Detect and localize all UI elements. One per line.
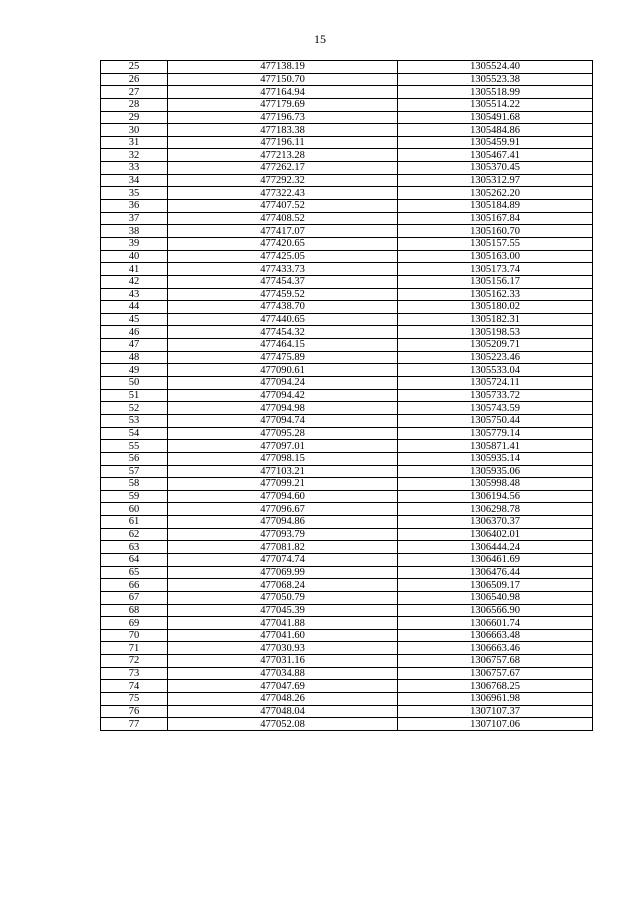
y-coordinate-cell: 1306601.74 <box>398 617 593 630</box>
point-number-cell: 49 <box>101 364 168 377</box>
table-row <box>101 579 593 592</box>
x-coordinate-cell: 477081.82 <box>168 541 398 554</box>
x-coordinate-cell: 477030.93 <box>168 642 398 655</box>
y-coordinate-cell: 1306509.17 <box>398 579 593 592</box>
y-coordinate-cell: 1305518.99 <box>398 86 593 99</box>
point-number-cell: 33 <box>101 162 168 175</box>
x-coordinate-cell: 477179.69 <box>168 98 398 111</box>
x-coordinate-cell: 477047.69 <box>168 680 398 693</box>
y-coordinate-cell: 1306444.24 <box>398 541 593 554</box>
point-number-cell: 72 <box>101 655 168 668</box>
y-coordinate-cell: 1305724.11 <box>398 377 593 390</box>
y-coordinate-cell: 1306476.44 <box>398 566 593 579</box>
table-row <box>101 98 593 111</box>
point-number-cell: 66 <box>101 579 168 592</box>
y-coordinate-cell: 1306461.69 <box>398 553 593 566</box>
y-coordinate-cell: 1305998.48 <box>398 478 593 491</box>
table-row <box>101 705 593 718</box>
coordinates-table-body <box>101 61 593 731</box>
point-number-cell: 61 <box>101 516 168 529</box>
y-coordinate-cell: 1305198.53 <box>398 326 593 339</box>
x-coordinate-cell: 477034.88 <box>168 667 398 680</box>
point-number-cell: 27 <box>101 86 168 99</box>
x-coordinate-cell: 477420.65 <box>168 237 398 250</box>
point-number-cell: 60 <box>101 503 168 516</box>
point-number-cell: 45 <box>101 313 168 326</box>
x-coordinate-cell: 477074.74 <box>168 553 398 566</box>
x-coordinate-cell: 477094.60 <box>168 490 398 503</box>
x-coordinate-cell: 477099.21 <box>168 478 398 491</box>
y-coordinate-cell: 1306961.98 <box>398 693 593 706</box>
x-coordinate-cell: 477094.24 <box>168 377 398 390</box>
y-coordinate-cell: 1305156.17 <box>398 275 593 288</box>
table-row <box>101 655 593 668</box>
table-row <box>101 503 593 516</box>
y-coordinate-cell: 1305157.55 <box>398 237 593 250</box>
x-coordinate-cell: 477196.11 <box>168 136 398 149</box>
x-coordinate-cell: 477292.32 <box>168 174 398 187</box>
point-number-cell: 47 <box>101 339 168 352</box>
table-row <box>101 553 593 566</box>
x-coordinate-cell: 477322.43 <box>168 187 398 200</box>
y-coordinate-cell: 1305743.59 <box>398 402 593 415</box>
point-number-cell: 32 <box>101 149 168 162</box>
y-coordinate-cell: 1305182.31 <box>398 313 593 326</box>
x-coordinate-cell: 477164.94 <box>168 86 398 99</box>
x-coordinate-cell: 477454.32 <box>168 326 398 339</box>
y-coordinate-cell: 1305167.84 <box>398 212 593 225</box>
point-number-cell: 52 <box>101 402 168 415</box>
x-coordinate-cell: 477417.07 <box>168 225 398 238</box>
y-coordinate-cell: 1305262.20 <box>398 187 593 200</box>
point-number-cell: 37 <box>101 212 168 225</box>
table-row <box>101 136 593 149</box>
point-number-cell: 46 <box>101 326 168 339</box>
point-number-cell: 54 <box>101 427 168 440</box>
point-number-cell: 51 <box>101 389 168 402</box>
x-coordinate-cell: 477438.70 <box>168 301 398 314</box>
y-coordinate-cell: 1305514.22 <box>398 98 593 111</box>
y-coordinate-cell: 1306298.78 <box>398 503 593 516</box>
table-row <box>101 212 593 225</box>
y-coordinate-cell: 1305162.33 <box>398 288 593 301</box>
point-number-cell: 44 <box>101 301 168 314</box>
point-number-cell: 53 <box>101 414 168 427</box>
table-row <box>101 478 593 491</box>
x-coordinate-cell: 477440.65 <box>168 313 398 326</box>
table-row <box>101 693 593 706</box>
y-coordinate-cell: 1305533.04 <box>398 364 593 377</box>
table-row <box>101 516 593 529</box>
y-coordinate-cell: 1305370.45 <box>398 162 593 175</box>
point-number-cell: 25 <box>101 61 168 74</box>
point-number-cell: 28 <box>101 98 168 111</box>
table-row <box>101 351 593 364</box>
x-coordinate-cell: 477050.79 <box>168 591 398 604</box>
x-coordinate-cell: 477196.73 <box>168 111 398 124</box>
point-number-cell: 55 <box>101 440 168 453</box>
table-row <box>101 617 593 630</box>
point-number-cell: 76 <box>101 705 168 718</box>
y-coordinate-cell: 1306757.68 <box>398 655 593 668</box>
point-number-cell: 67 <box>101 591 168 604</box>
x-coordinate-cell: 477150.70 <box>168 73 398 86</box>
point-number-cell: 62 <box>101 528 168 541</box>
point-number-cell: 39 <box>101 237 168 250</box>
y-coordinate-cell: 1305935.06 <box>398 465 593 478</box>
x-coordinate-cell: 477045.39 <box>168 604 398 617</box>
y-coordinate-cell: 1305223.46 <box>398 351 593 364</box>
table-row <box>101 364 593 377</box>
y-coordinate-cell: 1306566.90 <box>398 604 593 617</box>
x-coordinate-cell: 477098.15 <box>168 452 398 465</box>
x-coordinate-cell: 477094.74 <box>168 414 398 427</box>
point-number-cell: 75 <box>101 693 168 706</box>
table-row <box>101 237 593 250</box>
point-number-cell: 42 <box>101 275 168 288</box>
point-number-cell: 29 <box>101 111 168 124</box>
point-number-cell: 57 <box>101 465 168 478</box>
table-row <box>101 73 593 86</box>
point-number-cell: 56 <box>101 452 168 465</box>
point-number-cell: 69 <box>101 617 168 630</box>
y-coordinate-cell: 1306663.48 <box>398 629 593 642</box>
point-number-cell: 50 <box>101 377 168 390</box>
y-coordinate-cell: 1306194.56 <box>398 490 593 503</box>
point-number-cell: 73 <box>101 667 168 680</box>
point-number-cell: 71 <box>101 642 168 655</box>
point-number-cell: 74 <box>101 680 168 693</box>
table-row <box>101 263 593 276</box>
y-coordinate-cell: 1305733.72 <box>398 389 593 402</box>
x-coordinate-cell: 477094.98 <box>168 402 398 415</box>
x-coordinate-cell: 477052.08 <box>168 718 398 731</box>
table-row <box>101 528 593 541</box>
x-coordinate-cell: 477138.19 <box>168 61 398 74</box>
table-row <box>101 440 593 453</box>
y-coordinate-cell: 1307107.37 <box>398 705 593 718</box>
y-coordinate-cell: 1306402.01 <box>398 528 593 541</box>
x-coordinate-cell: 477103.21 <box>168 465 398 478</box>
table-row <box>101 61 593 74</box>
table-row <box>101 187 593 200</box>
point-number-cell: 41 <box>101 263 168 276</box>
table-row <box>101 490 593 503</box>
point-number-cell: 64 <box>101 553 168 566</box>
table-row <box>101 250 593 263</box>
point-number-cell: 26 <box>101 73 168 86</box>
x-coordinate-cell: 477459.52 <box>168 288 398 301</box>
x-coordinate-cell: 477097.01 <box>168 440 398 453</box>
point-number-cell: 63 <box>101 541 168 554</box>
coordinates-table <box>100 60 593 731</box>
table-row <box>101 326 593 339</box>
x-coordinate-cell: 477408.52 <box>168 212 398 225</box>
point-number-cell: 35 <box>101 187 168 200</box>
x-coordinate-cell: 477048.26 <box>168 693 398 706</box>
table-row <box>101 149 593 162</box>
x-coordinate-cell: 477090.61 <box>168 364 398 377</box>
y-coordinate-cell: 1305467.41 <box>398 149 593 162</box>
table-row <box>101 200 593 213</box>
y-coordinate-cell: 1305312.97 <box>398 174 593 187</box>
point-number-cell: 38 <box>101 225 168 238</box>
table-row <box>101 604 593 617</box>
table-row <box>101 629 593 642</box>
table-row <box>101 402 593 415</box>
point-number-cell: 77 <box>101 718 168 731</box>
y-coordinate-cell: 1305484.86 <box>398 124 593 137</box>
x-coordinate-cell: 477094.42 <box>168 389 398 402</box>
x-coordinate-cell: 477407.52 <box>168 200 398 213</box>
point-number-cell: 65 <box>101 566 168 579</box>
table-row <box>101 162 593 175</box>
y-coordinate-cell: 1305163.00 <box>398 250 593 263</box>
y-coordinate-cell: 1305173.74 <box>398 263 593 276</box>
table-row <box>101 124 593 137</box>
point-number-cell: 59 <box>101 490 168 503</box>
table-row <box>101 389 593 402</box>
table-row <box>101 225 593 238</box>
point-number-cell: 31 <box>101 136 168 149</box>
table-row <box>101 718 593 731</box>
table-row <box>101 86 593 99</box>
y-coordinate-cell: 1305750.44 <box>398 414 593 427</box>
table-row <box>101 174 593 187</box>
x-coordinate-cell: 477425.05 <box>168 250 398 263</box>
x-coordinate-cell: 477213.28 <box>168 149 398 162</box>
point-number-cell: 48 <box>101 351 168 364</box>
point-number-cell: 34 <box>101 174 168 187</box>
y-coordinate-cell: 1305491.68 <box>398 111 593 124</box>
y-coordinate-cell: 1307107.06 <box>398 718 593 731</box>
x-coordinate-cell: 477031.16 <box>168 655 398 668</box>
table-row <box>101 313 593 326</box>
y-coordinate-cell: 1306663.46 <box>398 642 593 655</box>
table-row <box>101 301 593 314</box>
y-coordinate-cell: 1306757.67 <box>398 667 593 680</box>
x-coordinate-cell: 477096.67 <box>168 503 398 516</box>
point-number-cell: 36 <box>101 200 168 213</box>
x-coordinate-cell: 477464.15 <box>168 339 398 352</box>
x-coordinate-cell: 477041.60 <box>168 629 398 642</box>
x-coordinate-cell: 477183.38 <box>168 124 398 137</box>
x-coordinate-cell: 477093.79 <box>168 528 398 541</box>
y-coordinate-cell: 1305524.40 <box>398 61 593 74</box>
table-row <box>101 452 593 465</box>
x-coordinate-cell: 477069.99 <box>168 566 398 579</box>
table-row <box>101 275 593 288</box>
page-number: 15 <box>314 32 326 46</box>
table-row <box>101 427 593 440</box>
point-number-cell: 58 <box>101 478 168 491</box>
x-coordinate-cell: 477041.88 <box>168 617 398 630</box>
y-coordinate-cell: 1306540.98 <box>398 591 593 604</box>
y-coordinate-cell: 1305935.14 <box>398 452 593 465</box>
x-coordinate-cell: 477094.86 <box>168 516 398 529</box>
x-coordinate-cell: 477095.28 <box>168 427 398 440</box>
point-number-cell: 30 <box>101 124 168 137</box>
y-coordinate-cell: 1306768.25 <box>398 680 593 693</box>
table-row <box>101 680 593 693</box>
point-number-cell: 40 <box>101 250 168 263</box>
table-row <box>101 288 593 301</box>
point-number-cell: 43 <box>101 288 168 301</box>
y-coordinate-cell: 1305523.38 <box>398 73 593 86</box>
point-number-cell: 68 <box>101 604 168 617</box>
table-row <box>101 465 593 478</box>
table-row <box>101 591 593 604</box>
table-row <box>101 566 593 579</box>
y-coordinate-cell: 1305871.41 <box>398 440 593 453</box>
y-coordinate-cell: 1305160.70 <box>398 225 593 238</box>
table-row <box>101 667 593 680</box>
x-coordinate-cell: 477475.89 <box>168 351 398 364</box>
point-number-cell: 70 <box>101 629 168 642</box>
y-coordinate-cell: 1305779.14 <box>398 427 593 440</box>
table-row <box>101 541 593 554</box>
table-row <box>101 377 593 390</box>
x-coordinate-cell: 477048.04 <box>168 705 398 718</box>
y-coordinate-cell: 1305459.91 <box>398 136 593 149</box>
y-coordinate-cell: 1306370.37 <box>398 516 593 529</box>
y-coordinate-cell: 1305180.02 <box>398 301 593 314</box>
x-coordinate-cell: 477262.17 <box>168 162 398 175</box>
table-row <box>101 642 593 655</box>
x-coordinate-cell: 477433.73 <box>168 263 398 276</box>
x-coordinate-cell: 477068.24 <box>168 579 398 592</box>
x-coordinate-cell: 477454.37 <box>168 275 398 288</box>
table-row <box>101 111 593 124</box>
table-row <box>101 339 593 352</box>
table-row <box>101 414 593 427</box>
y-coordinate-cell: 1305184.89 <box>398 200 593 213</box>
y-coordinate-cell: 1305209.71 <box>398 339 593 352</box>
